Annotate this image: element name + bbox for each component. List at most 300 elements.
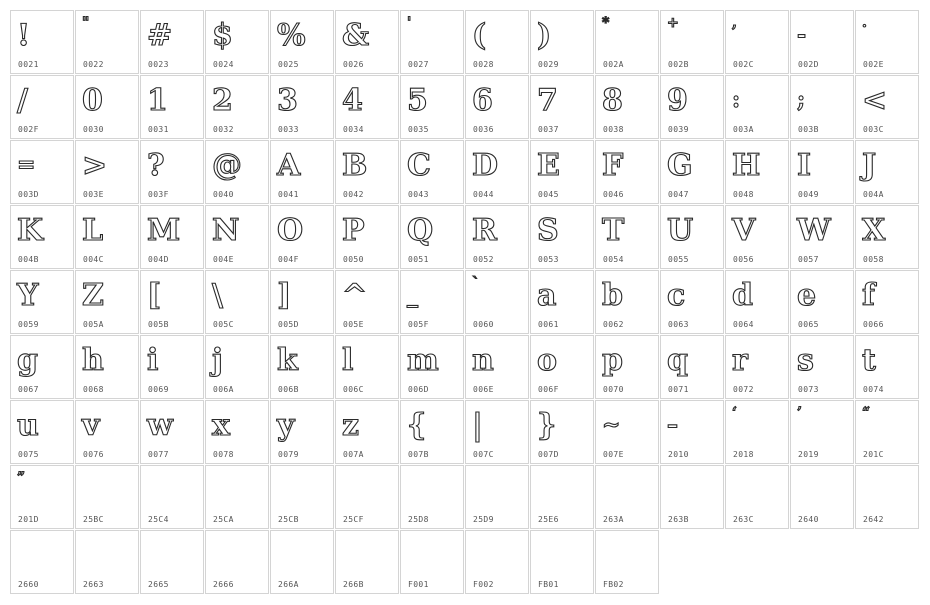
glyph-cell[interactable] bbox=[270, 530, 334, 594]
glyph-preview: J bbox=[862, 147, 877, 183]
glyph-cell[interactable] bbox=[660, 10, 724, 74]
glyph-code-label: 2010 bbox=[668, 450, 689, 459]
glyph-code-label: 0076 bbox=[83, 450, 104, 459]
glyph-code-label: 0044 bbox=[473, 190, 494, 199]
glyph-code-label: 0052 bbox=[473, 255, 494, 264]
glyph-preview: X bbox=[862, 212, 886, 248]
glyph-cell[interactable] bbox=[855, 75, 919, 139]
glyph-code-label: 0059 bbox=[18, 320, 39, 329]
glyph-code-label: 0049 bbox=[798, 190, 819, 199]
glyph-cell[interactable] bbox=[595, 205, 659, 269]
glyph-cell[interactable] bbox=[725, 205, 789, 269]
glyph-cell[interactable] bbox=[75, 335, 139, 399]
glyph-preview: E bbox=[537, 147, 560, 183]
glyph-preview bbox=[338, 468, 396, 512]
glyph-preview: A bbox=[277, 147, 301, 183]
glyph-preview: | bbox=[472, 407, 483, 443]
glyph-cell[interactable] bbox=[75, 140, 139, 204]
glyph-code-label: 0038 bbox=[603, 125, 624, 134]
glyph-preview: F bbox=[602, 147, 624, 183]
glyph-cell[interactable] bbox=[660, 205, 724, 269]
glyph-cell[interactable] bbox=[660, 400, 724, 464]
glyph-code-label: 0075 bbox=[18, 450, 39, 459]
glyph-cell[interactable] bbox=[790, 140, 854, 204]
glyph-preview: . bbox=[862, 15, 867, 31]
glyph-cell[interactable] bbox=[75, 205, 139, 269]
glyph-preview: ( bbox=[472, 17, 487, 53]
glyph-cell[interactable] bbox=[10, 465, 74, 529]
glyph-code-label: 0062 bbox=[603, 320, 624, 329]
glyph-cell[interactable] bbox=[530, 335, 594, 399]
glyph-cell[interactable] bbox=[270, 10, 334, 74]
glyph-cell[interactable] bbox=[205, 465, 269, 529]
glyph-preview bbox=[533, 533, 591, 577]
glyph-code-label: 0022 bbox=[83, 60, 104, 69]
glyph-preview bbox=[793, 468, 851, 512]
glyph-cell[interactable] bbox=[205, 140, 269, 204]
glyph-cell[interactable] bbox=[855, 335, 919, 399]
glyph-code-label: 0040 bbox=[213, 190, 234, 199]
glyph-code-label: 2665 bbox=[148, 580, 169, 589]
glyph-cell[interactable] bbox=[400, 10, 464, 74]
glyph-cell[interactable] bbox=[140, 400, 204, 464]
glyph-preview: B bbox=[342, 147, 368, 183]
glyph-cell[interactable] bbox=[205, 530, 269, 594]
glyph-preview: K bbox=[17, 212, 44, 248]
glyph-code-label: 003E bbox=[83, 190, 104, 199]
glyph-preview bbox=[143, 533, 201, 577]
glyph-code-label: 006E bbox=[473, 385, 494, 394]
glyph-cell[interactable] bbox=[140, 530, 204, 594]
glyph-preview: Q bbox=[407, 212, 434, 248]
glyph-cell[interactable] bbox=[335, 335, 399, 399]
glyph-preview: 3 bbox=[277, 82, 298, 118]
glyph-preview: O bbox=[277, 212, 304, 248]
glyph-preview: v bbox=[82, 407, 100, 443]
glyph-preview: “ bbox=[862, 405, 871, 421]
glyph-preview: q bbox=[667, 342, 688, 378]
glyph-code-label: 25D9 bbox=[473, 515, 494, 524]
glyph-cell[interactable] bbox=[400, 75, 464, 139]
glyph-code-label: 2018 bbox=[733, 450, 754, 459]
glyph-code-label: FB02 bbox=[603, 580, 624, 589]
glyph-cell[interactable] bbox=[855, 465, 919, 529]
glyph-cell[interactable] bbox=[205, 75, 269, 139]
glyph-code-label: 0028 bbox=[473, 60, 494, 69]
glyph-cell[interactable] bbox=[465, 10, 529, 74]
glyph-preview: T bbox=[602, 212, 625, 248]
glyph-cell[interactable] bbox=[400, 205, 464, 269]
glyph-cell[interactable] bbox=[10, 400, 74, 464]
glyph-cell[interactable] bbox=[400, 270, 464, 334]
glyph-preview bbox=[598, 468, 656, 512]
glyph-code-label: 0045 bbox=[538, 190, 559, 199]
glyph-cell[interactable] bbox=[75, 530, 139, 594]
glyph-code-label: 0073 bbox=[798, 385, 819, 394]
glyph-code-label: 004F bbox=[278, 255, 299, 264]
glyph-preview: 6 bbox=[472, 82, 493, 118]
glyph-code-label: 004A bbox=[863, 190, 884, 199]
glyph-cell[interactable] bbox=[10, 270, 74, 334]
glyph-code-label: 004D bbox=[148, 255, 169, 264]
glyph-cell[interactable] bbox=[855, 205, 919, 269]
glyph-preview: : bbox=[732, 87, 741, 113]
glyph-code-label: 0031 bbox=[148, 125, 169, 134]
glyph-cell[interactable] bbox=[140, 140, 204, 204]
glyph-preview bbox=[78, 533, 136, 577]
glyph-preview: 8 bbox=[602, 82, 623, 118]
glyph-cell[interactable] bbox=[270, 400, 334, 464]
glyph-preview: o bbox=[537, 342, 558, 378]
glyph-cell[interactable] bbox=[530, 205, 594, 269]
glyph-cell[interactable] bbox=[595, 140, 659, 204]
glyph-cell[interactable] bbox=[725, 335, 789, 399]
glyph-cell[interactable] bbox=[660, 335, 724, 399]
glyph-code-label: 0036 bbox=[473, 125, 494, 134]
glyph-code-label: 007C bbox=[473, 450, 494, 459]
glyph-preview: < bbox=[862, 82, 888, 118]
glyph-code-label: 201C bbox=[863, 450, 884, 459]
glyph-preview: G bbox=[667, 147, 693, 183]
glyph-preview: d bbox=[732, 277, 753, 313]
glyph-preview: - bbox=[797, 22, 807, 48]
glyph-preview bbox=[468, 533, 526, 577]
glyph-preview: 1 bbox=[147, 82, 168, 118]
glyph-cell[interactable] bbox=[10, 335, 74, 399]
glyph-code-label: 0041 bbox=[278, 190, 299, 199]
glyph-preview: g bbox=[17, 342, 38, 378]
glyph-cell[interactable] bbox=[855, 10, 919, 74]
glyph-cell[interactable] bbox=[140, 270, 204, 334]
glyph-code-label: 25CF bbox=[343, 515, 364, 524]
glyph-preview: j bbox=[212, 342, 223, 378]
glyph-cell[interactable] bbox=[335, 270, 399, 334]
glyph-cell[interactable] bbox=[790, 270, 854, 334]
glyph-preview: > bbox=[82, 147, 108, 183]
glyph-code-label: 0024 bbox=[213, 60, 234, 69]
glyph-cell[interactable] bbox=[335, 400, 399, 464]
glyph-preview: a bbox=[537, 277, 557, 313]
glyph-code-label: 005E bbox=[343, 320, 364, 329]
glyph-code-label: 005B bbox=[148, 320, 169, 329]
glyph-cell[interactable] bbox=[75, 10, 139, 74]
glyph-cell[interactable] bbox=[790, 10, 854, 74]
glyph-cell[interactable] bbox=[465, 400, 529, 464]
glyph-code-label: 263A bbox=[603, 515, 624, 524]
glyph-cell[interactable] bbox=[75, 465, 139, 529]
glyph-cell[interactable] bbox=[465, 75, 529, 139]
glyph-cell[interactable] bbox=[855, 400, 919, 464]
glyph-code-label: 0032 bbox=[213, 125, 234, 134]
glyph-cell[interactable] bbox=[530, 270, 594, 334]
glyph-code-label: F002 bbox=[473, 580, 494, 589]
glyph-cell[interactable] bbox=[530, 75, 594, 139]
glyph-cell[interactable] bbox=[205, 205, 269, 269]
glyph-preview bbox=[273, 533, 331, 577]
glyph-preview: f bbox=[862, 277, 875, 313]
glyph-preview: D bbox=[472, 147, 499, 183]
glyph-cell[interactable] bbox=[530, 530, 594, 594]
glyph-code-label: 0055 bbox=[668, 255, 689, 264]
glyph-preview: Z bbox=[82, 277, 104, 313]
glyph-preview: [ bbox=[147, 277, 162, 313]
glyph-preview: U bbox=[667, 212, 694, 248]
glyph-preview: e bbox=[797, 277, 817, 313]
glyph-preview bbox=[858, 468, 916, 512]
glyph-preview: t bbox=[862, 342, 876, 378]
glyph-code-label: 004B bbox=[18, 255, 39, 264]
glyph-code-label: 0053 bbox=[538, 255, 559, 264]
glyph-preview: 4 bbox=[342, 82, 363, 118]
glyph-code-label: 0060 bbox=[473, 320, 494, 329]
glyph-preview bbox=[468, 468, 526, 512]
glyph-code-label: 0050 bbox=[343, 255, 364, 264]
glyph-preview: ^ bbox=[342, 277, 368, 313]
glyph-cell[interactable] bbox=[335, 10, 399, 74]
glyph-preview: H bbox=[732, 147, 761, 183]
glyph-preview: ) bbox=[537, 17, 552, 53]
glyph-preview bbox=[208, 533, 266, 577]
glyph-code-label: 25CA bbox=[213, 515, 234, 524]
glyph-code-label: 0025 bbox=[278, 60, 299, 69]
glyph-cell[interactable] bbox=[335, 465, 399, 529]
glyph-cell[interactable] bbox=[465, 530, 529, 594]
glyph-preview bbox=[273, 468, 331, 512]
glyph-cell[interactable] bbox=[335, 75, 399, 139]
glyph-code-label: 201D bbox=[18, 515, 39, 524]
glyph-preview: / bbox=[17, 82, 28, 118]
glyph-cell[interactable] bbox=[790, 205, 854, 269]
glyph-cell[interactable] bbox=[530, 400, 594, 464]
glyph-cell[interactable] bbox=[595, 465, 659, 529]
glyph-cell[interactable] bbox=[10, 205, 74, 269]
glyph-preview: * bbox=[602, 15, 610, 31]
glyph-cell[interactable] bbox=[270, 205, 334, 269]
glyph-cell[interactable] bbox=[270, 270, 334, 334]
glyph-cell[interactable] bbox=[270, 140, 334, 204]
glyph-code-label: 0037 bbox=[538, 125, 559, 134]
glyph-code-label: 0078 bbox=[213, 450, 234, 459]
glyph-preview bbox=[13, 533, 71, 577]
glyph-preview: L bbox=[82, 212, 104, 248]
glyph-code-label: 25C4 bbox=[148, 515, 169, 524]
glyph-cell[interactable] bbox=[530, 10, 594, 74]
glyph-cell[interactable] bbox=[140, 465, 204, 529]
glyph-cell[interactable] bbox=[270, 75, 334, 139]
glyph-code-label: 003D bbox=[18, 190, 39, 199]
glyph-cell[interactable] bbox=[400, 335, 464, 399]
glyph-code-label: 0066 bbox=[863, 320, 884, 329]
glyph-preview: S bbox=[537, 212, 559, 248]
glyph-code-label: 0077 bbox=[148, 450, 169, 459]
glyph-code-label: 002B bbox=[668, 60, 689, 69]
glyph-code-label: 0021 bbox=[18, 60, 39, 69]
glyph-code-label: 007B bbox=[408, 450, 429, 459]
glyph-preview: ’ bbox=[797, 405, 802, 421]
glyph-code-label: 0071 bbox=[668, 385, 689, 394]
glyph-cell[interactable] bbox=[855, 140, 919, 204]
glyph-preview: P bbox=[342, 212, 365, 248]
glyph-cell[interactable] bbox=[465, 205, 529, 269]
glyph-cell[interactable] bbox=[595, 530, 659, 594]
glyph-preview bbox=[403, 468, 461, 512]
glyph-code-label: 007D bbox=[538, 450, 559, 459]
glyph-cell[interactable] bbox=[75, 400, 139, 464]
glyph-cell[interactable] bbox=[530, 140, 594, 204]
glyph-cell[interactable] bbox=[205, 400, 269, 464]
glyph-preview: 0 bbox=[82, 82, 103, 118]
glyph-cell[interactable] bbox=[400, 140, 464, 204]
glyph-preview: ! bbox=[17, 17, 31, 53]
glyph-cell[interactable] bbox=[465, 465, 529, 529]
glyph-code-label: 2663 bbox=[83, 580, 104, 589]
glyph-code-label: 0067 bbox=[18, 385, 39, 394]
glyph-cell[interactable] bbox=[725, 270, 789, 334]
glyph-preview: V bbox=[732, 212, 756, 248]
glyph-code-label: 0047 bbox=[668, 190, 689, 199]
glyph-code-label: 263B bbox=[668, 515, 689, 524]
glyph-preview: 9 bbox=[667, 82, 688, 118]
glyph-code-label: 0034 bbox=[343, 125, 364, 134]
glyph-preview: x bbox=[212, 407, 230, 443]
glyph-cell[interactable] bbox=[140, 335, 204, 399]
glyph-cell[interactable] bbox=[10, 140, 74, 204]
glyph-code-label: 0039 bbox=[668, 125, 689, 134]
glyph-cell[interactable] bbox=[595, 335, 659, 399]
glyph-preview: , bbox=[732, 15, 737, 31]
glyph-preview: u bbox=[17, 407, 39, 443]
glyph-cell[interactable] bbox=[270, 465, 334, 529]
glyph-cell[interactable] bbox=[10, 75, 74, 139]
glyph-cell[interactable] bbox=[725, 400, 789, 464]
glyph-cell[interactable] bbox=[595, 270, 659, 334]
glyph-preview: @ bbox=[212, 147, 242, 183]
glyph-cell[interactable] bbox=[140, 205, 204, 269]
glyph-cell[interactable] bbox=[595, 10, 659, 74]
glyph-preview: c bbox=[667, 277, 686, 313]
glyph-preview: M bbox=[147, 212, 181, 248]
glyph-cell[interactable] bbox=[855, 270, 919, 334]
glyph-code-label: 0027 bbox=[408, 60, 429, 69]
glyph-preview bbox=[78, 468, 136, 512]
glyph-preview bbox=[208, 468, 266, 512]
glyph-code-label: 005D bbox=[278, 320, 299, 329]
glyph-cell[interactable] bbox=[660, 140, 724, 204]
glyph-cell[interactable] bbox=[725, 465, 789, 529]
glyph-preview: R bbox=[472, 212, 497, 248]
glyph-cell[interactable] bbox=[465, 140, 529, 204]
glyph-cell[interactable] bbox=[205, 10, 269, 74]
glyph-cell[interactable] bbox=[660, 270, 724, 334]
glyph-preview: C bbox=[407, 147, 431, 183]
glyph-cell[interactable] bbox=[140, 75, 204, 139]
glyph-preview: i bbox=[147, 342, 159, 378]
glyph-preview bbox=[143, 468, 201, 512]
glyph-code-label: 002A bbox=[603, 60, 624, 69]
glyph-cell[interactable] bbox=[790, 335, 854, 399]
glyph-cell[interactable] bbox=[205, 270, 269, 334]
glyph-cell[interactable] bbox=[205, 335, 269, 399]
glyph-cell[interactable] bbox=[10, 530, 74, 594]
glyph-code-label: 2019 bbox=[798, 450, 819, 459]
glyph-preview bbox=[728, 468, 786, 512]
glyph-code-label: 2642 bbox=[863, 515, 884, 524]
glyph-code-label: 0069 bbox=[148, 385, 169, 394]
glyph-cell[interactable] bbox=[530, 465, 594, 529]
glyph-preview: ' bbox=[407, 15, 412, 31]
glyph-code-label: 266B bbox=[343, 580, 364, 589]
glyph-cell[interactable] bbox=[725, 75, 789, 139]
glyph-code-label: 002D bbox=[798, 60, 819, 69]
glyph-cell[interactable] bbox=[465, 335, 529, 399]
glyph-preview: { bbox=[407, 407, 427, 443]
glyph-preview: p bbox=[602, 342, 623, 378]
glyph-preview: 5 bbox=[407, 82, 428, 118]
glyph-preview: & bbox=[342, 17, 370, 53]
glyph-code-label: 25D8 bbox=[408, 515, 429, 524]
glyph-preview bbox=[533, 468, 591, 512]
glyph-preview: ; bbox=[797, 87, 806, 113]
glyph-code-label: 0054 bbox=[603, 255, 624, 264]
glyph-cell[interactable] bbox=[335, 530, 399, 594]
glyph-code-label: 002C bbox=[733, 60, 754, 69]
glyph-cell[interactable] bbox=[75, 75, 139, 139]
glyph-preview: ] bbox=[277, 277, 292, 313]
glyph-cell[interactable] bbox=[465, 270, 529, 334]
glyph-cell[interactable] bbox=[725, 10, 789, 74]
glyph-preview: ~ bbox=[602, 412, 621, 438]
glyph-cell[interactable] bbox=[75, 270, 139, 334]
glyph-code-label: 002E bbox=[863, 60, 884, 69]
glyph-code-label: 2660 bbox=[18, 580, 39, 589]
glyph-preview: = bbox=[17, 152, 36, 178]
glyph-cell[interactable] bbox=[660, 465, 724, 529]
glyph-code-label: 0026 bbox=[343, 60, 364, 69]
glyph-cell[interactable] bbox=[10, 10, 74, 74]
glyph-cell[interactable] bbox=[335, 205, 399, 269]
glyph-code-label: 004E bbox=[213, 255, 234, 264]
glyph-cell[interactable] bbox=[400, 530, 464, 594]
glyph-preview: $ bbox=[212, 17, 233, 53]
glyph-code-label: 0074 bbox=[863, 385, 884, 394]
glyph-code-label: 2640 bbox=[798, 515, 819, 524]
glyph-preview: w bbox=[147, 407, 173, 443]
glyph-preview: I bbox=[797, 147, 812, 183]
glyph-cell[interactable] bbox=[725, 140, 789, 204]
glyph-cell[interactable] bbox=[660, 75, 724, 139]
glyph-code-label: FB01 bbox=[538, 580, 559, 589]
glyph-preview: ” bbox=[17, 470, 26, 486]
glyph-cell[interactable] bbox=[595, 400, 659, 464]
glyph-cell[interactable] bbox=[790, 465, 854, 529]
glyph-cell[interactable] bbox=[270, 335, 334, 399]
glyph-cell[interactable] bbox=[790, 400, 854, 464]
glyph-preview: N bbox=[212, 212, 240, 248]
glyph-code-label: 0042 bbox=[343, 190, 364, 199]
glyph-code-label: 0056 bbox=[733, 255, 754, 264]
glyph-cell[interactable] bbox=[335, 140, 399, 204]
glyph-cell[interactable] bbox=[400, 465, 464, 529]
glyph-preview: % bbox=[277, 17, 306, 53]
glyph-preview: b bbox=[602, 277, 623, 313]
glyph-code-label: 2666 bbox=[213, 580, 234, 589]
glyph-cell[interactable] bbox=[595, 75, 659, 139]
glyph-code-label: 006F bbox=[538, 385, 559, 394]
glyph-cell[interactable] bbox=[400, 400, 464, 464]
glyph-cell[interactable] bbox=[140, 10, 204, 74]
glyph-preview bbox=[663, 468, 721, 512]
glyph-cell[interactable] bbox=[790, 75, 854, 139]
